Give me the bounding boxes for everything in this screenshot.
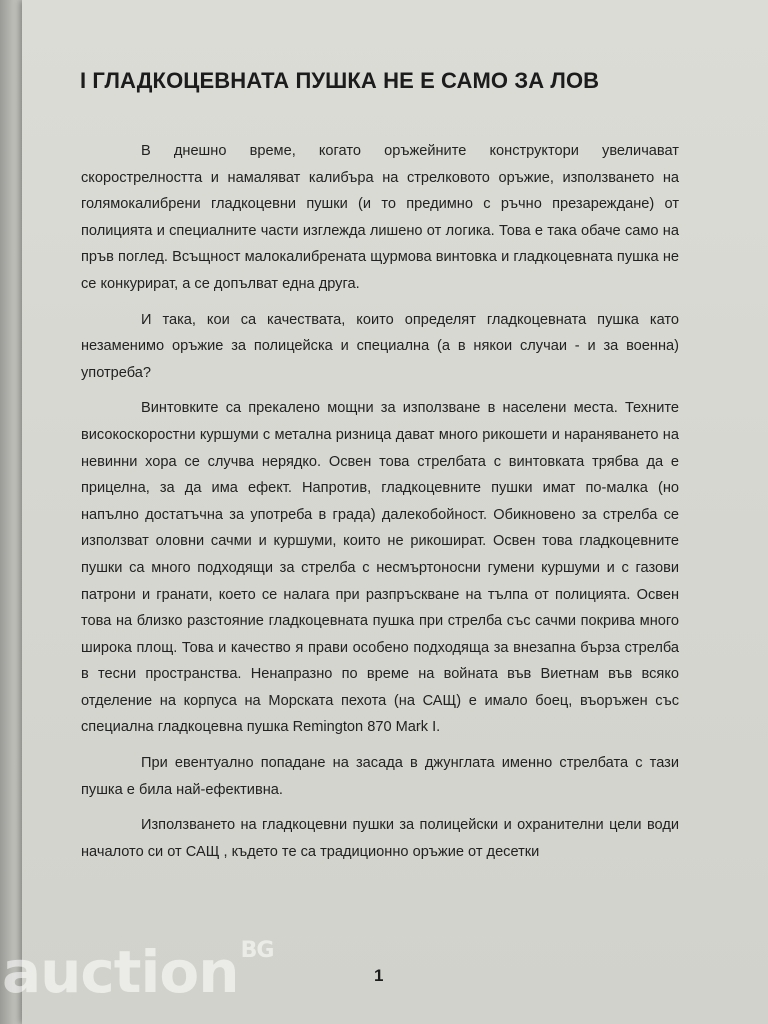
paragraph: Използването на гладкоцевни пушки за полицейски и охранителни цели води началото си от САЩ , където те са традиционно оръжие от десетки <box>81 817 679 860</box>
watermark-text: auction <box>2 938 239 1006</box>
paragraph: При евентуално попадане на засада в джунглата именно стрелбата с тази пушка е била най-ефективна. <box>81 755 679 798</box>
document-page <box>22 0 768 1024</box>
paragraph: Винтовките са прекалено мощни за използване в населени места. Техните високоскоростни куршуми с метална ризница дават много рикошети и нараняването на невинни хора се случва нерядко. Освен това стрелбата с винтовката трябва да е прицелна, за да има ефект. Напротив, гладкоцевните пушки имат по-малка (но напълно достатъчна за употреба в града) далекобойност. Обикновено за стрелба се използват оловни сачми и куршуми, които не рикошират. Освен това гладкоцевните пушки са много подходящи за стрелба с несмъртоносни гумени куршуми и с газови патрони и гранати, което се налага при разпръскване на тълпа от полицията. Освен това на близко разстояние гладкоцевната пушка при стрелба със сачми покрива много широка площ. Това и качество я прави особено подходяща за внезапна бърза стрелба в тесни пространства. Ненапразно по време на войната във Виетнам във всяко отделение на корпуса на Морската пехота (на САЩ) е имало боец, въоръжен със специална гладкоцевна пушка Remington 870 Mark I. <box>81 400 679 736</box>
watermark-suffix: BG <box>240 938 274 963</box>
body-text <box>81 138 679 874</box>
paragraph: И така, кои са качествата, които определят гладкоцевната пушка като незаменимо оръжие за полицейска и специална (а в някои случаи - и за военна) употреба? <box>81 311 679 381</box>
chapter-title: I ГЛАДКОЦЕВНАТА ПУШКА НЕ Е САМО ЗА ЛОВ <box>80 68 600 93</box>
watermark-logo <box>2 938 273 1006</box>
paragraph: В днешно време, когато оръжейните конструктори увеличават скорострелността и намаляват калибъра на стрелковото оръжие, използването на голямокалибрени гладкоцевни пушки (и то предимно с ръчно презареждане) от полицията и специалните части изглежда лишено от логика. Това е така обаче само на пръв поглед. Всъщност малокалибрената щурмова винтовка и гладкоцевната пушка не се конкурират, а се допълват една друга. <box>81 143 679 292</box>
page-number: 1 <box>374 966 384 985</box>
